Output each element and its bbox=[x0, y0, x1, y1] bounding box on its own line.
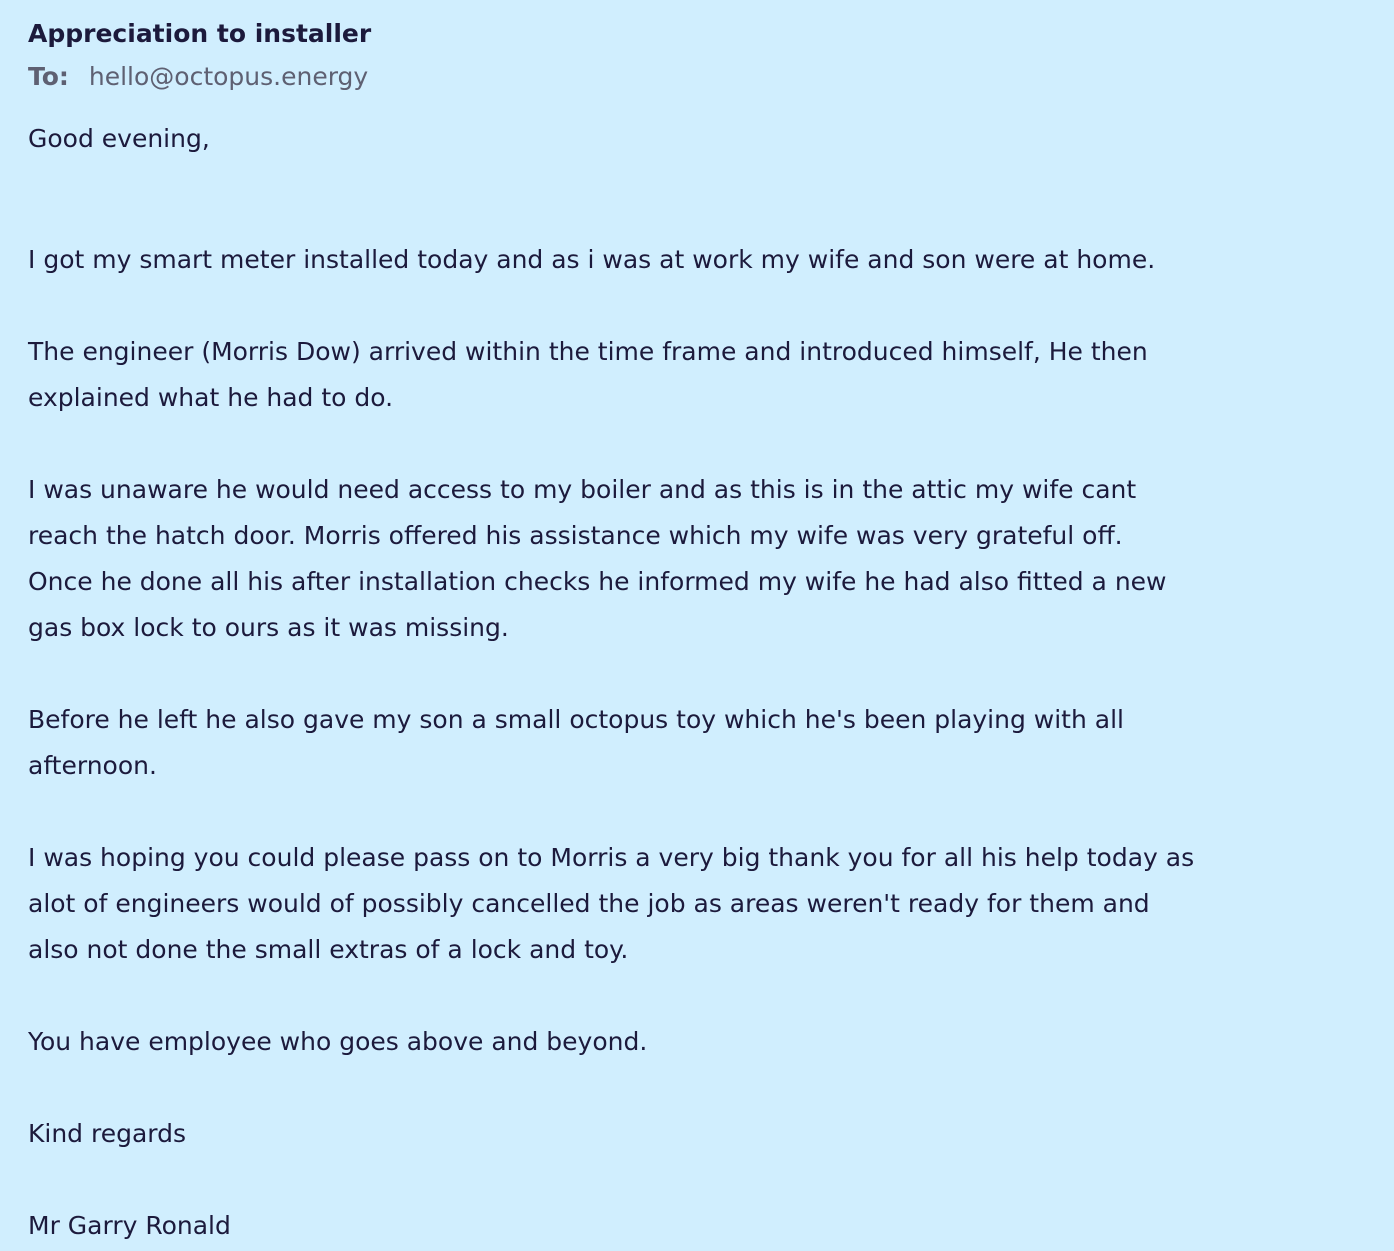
body-paragraph-1: I got my smart meter installed today and as i was at work my wife and son were at home. bbox=[28, 245, 1156, 274]
body-paragraph-3 bbox=[28, 467, 1378, 651]
body-line: The engineer (Morris Dow) arrived within the time frame and introduced himself, He then bbox=[28, 337, 1148, 366]
body-line: Once he done all his after installation checks he informed my wife he had also fitted a new bbox=[28, 567, 1167, 596]
body-line: reach the hatch door. Morris offered his assistance which my wife was very grateful off. bbox=[28, 521, 1123, 550]
recipient-row bbox=[28, 58, 1394, 96]
body-line: I was unaware he would need access to my boiler and as this is in the attic my wife cant bbox=[28, 475, 1137, 504]
body-line: afternoon. bbox=[28, 751, 157, 780]
signature: Mr Garry Ronald bbox=[28, 1211, 231, 1240]
body-line: alot of engineers would of possibly cancelled the job as areas weren't ready for them and bbox=[28, 889, 1150, 918]
body-line: gas box lock to ours as it was missing. bbox=[28, 613, 509, 642]
body-line: Before he left he also gave my son a small octopus toy which he's been playing with all bbox=[28, 705, 1124, 734]
body-line: explained what he had to do. bbox=[28, 383, 394, 412]
body-paragraph-5 bbox=[28, 835, 1378, 973]
body-paragraph-6: You have employee who goes above and beyond. bbox=[28, 1027, 648, 1056]
to-label: To: bbox=[28, 62, 69, 91]
greeting: Good evening, bbox=[28, 124, 210, 153]
recipient-address[interactable]: hello@octopus.energy bbox=[88, 62, 369, 91]
body-line: also not done the small extras of a lock and toy. bbox=[28, 935, 629, 964]
email-body bbox=[28, 116, 1378, 1249]
email-subject: Appreciation to installer bbox=[28, 19, 372, 48]
closing: Kind regards bbox=[28, 1119, 187, 1148]
body-line: I was hoping you could please pass on to Morris a very big thank you for all his help today as bbox=[28, 843, 1195, 872]
body-paragraph-4 bbox=[28, 697, 1378, 789]
body-paragraph-2 bbox=[28, 329, 1378, 421]
